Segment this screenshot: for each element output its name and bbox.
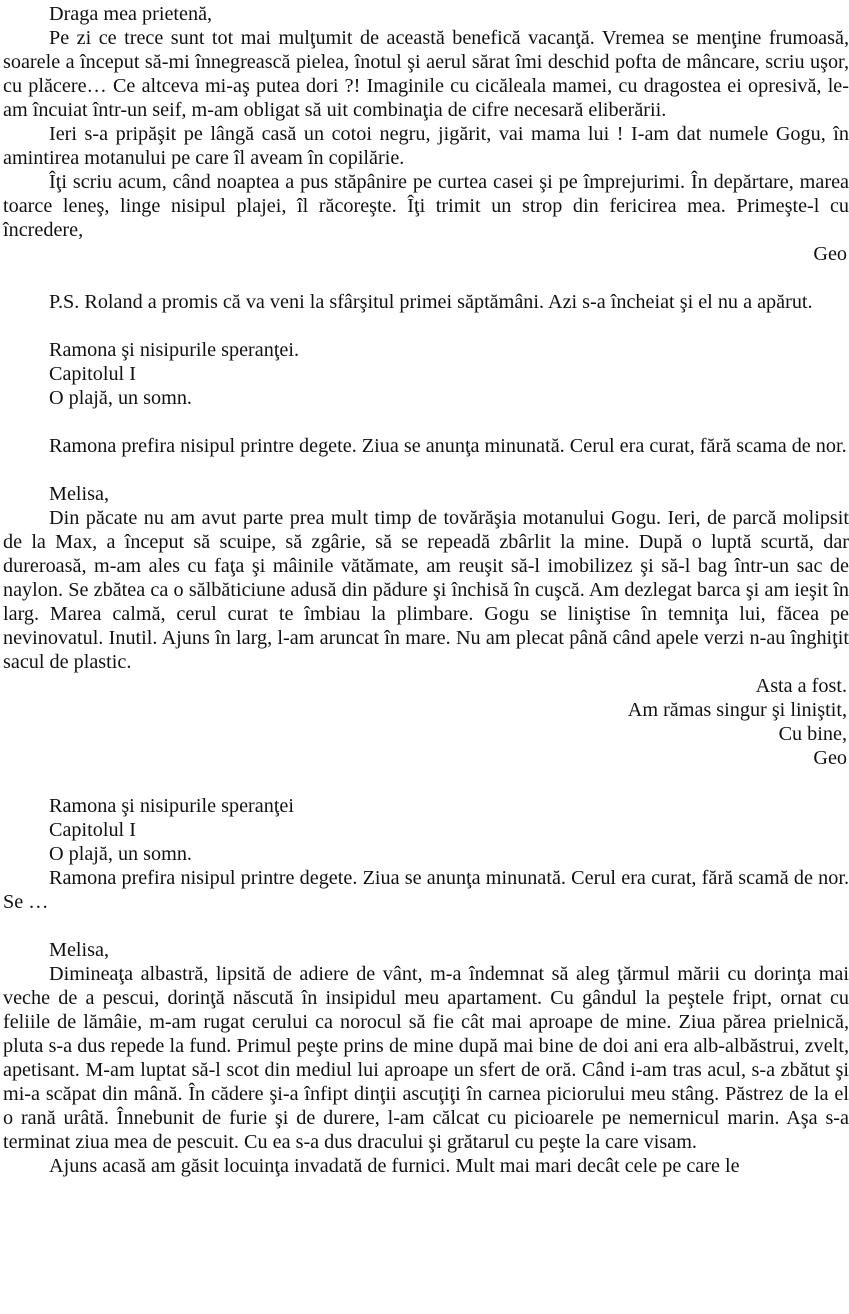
draft1-subtitle: O plajă, un somn. (49, 387, 192, 409)
spacer (3, 770, 849, 794)
letter1-paragraph-2: Ieri s-a pripăşit pe lângă casă un cotoi negru, jigărit, vai mama lui ! I-am dat numele Gogu, în amintirea motanului pe care îl aveam în copilărie. (3, 123, 849, 169)
draft1-text: Ramona prefira nisipul printre degete. Ziua se anunţa minunată. Cerul era curat, fără scama de nor. (49, 435, 847, 457)
letter2-closing-2: Am rămas singur şi liniştit, (627, 699, 847, 721)
letter2-salutation: Melisa, (49, 483, 109, 505)
spacer (3, 458, 849, 482)
spacer (3, 266, 849, 290)
letter1-paragraph-1: Pe zi ce trece sunt tot mai mulţumit de această benefică vacanţă. Vremea se menţine frumoasă, soarele a început să-mi înnegrească pielea, înotul şi aerul sărat îmi deschid pofta de mâncare, scriu uşor, cu plăcere… Ce altceva mi-aş putea dori ?! Imaginile cu cicăleala mamei, cu dragostea ei opresivă, le-am încuiat într-un seif, m-am obligat să uit combinaţia de cifre necesară eliberării. (3, 27, 849, 121)
letter2-signature: Geo (813, 747, 847, 769)
letter3-salutation: Melisa, (49, 939, 109, 961)
letter2-closing-1: Asta a fost. (755, 675, 847, 697)
letter2-closing-3: Cu bine, (778, 723, 847, 745)
spacer (3, 314, 849, 338)
draft1-chapter: Capitolul I (49, 363, 136, 385)
draft2-chapter: Capitolul I (49, 819, 136, 841)
letter1-postscript: P.S. Roland a promis că va veni la sfârşitul primei săptămâni. Azi s-a încheiat şi el nu a apărut. (49, 291, 813, 313)
draft2-title: Ramona şi nisipurile speranţei (49, 795, 295, 817)
letter1-salutation: Draga mea prietenă, (49, 3, 213, 25)
letter1-paragraph-3: Îţi scriu acum, când noaptea a pus stăpânire pe curtea casei şi pe împrejurimi. În depărtare, marea toarce leneş, linge nisipul plajei, îl răcoreşte. Îţi trimit un strop din fericirea mea. Primeşte-l cu încredere, (3, 171, 849, 241)
letter1-signature: Geo (813, 243, 847, 265)
draft2-subtitle: O plajă, un somn. (49, 843, 192, 865)
letter3-paragraph-1: Dimineaţa albastră, lipsită de adiere de vânt, m-a îndemnat să aleg ţărmul mării cu dorinţa mai veche de a pescui, dorinţă născută în insipidul meu apartament. Cu gândul la peştele fript, ornat cu feliile de lămâie, m-am rugat cerului ca norocul să fie cât mai aproape de mine. Ziua părea prielnică, pluta s-a dus repede la fund. Primul peşte prins de mine după mai bine de doi ani era alb-albăstrui, zvelt, apetisant. M-am luptat să-l scot din mediul lui aproape un sfert de oră. Când i-am tras acul, s-a zbătut şi mi-a scăpat din mână. În cădere şi-a înfipt dinţii ascuţiţi în carnea piciorului meu stâng. Păstrez de la el o rană urâtă. Înnebunit de furie şi de durere, l-am călcat cu picioarele pe nemernicul marin. Aşa s-a terminat ziua mea de pescuit. Cu ea s-a dus dracului şi grătarul cu peşte la care visam. (3, 963, 849, 1153)
spacer (3, 410, 849, 434)
letter2-body: Din păcate nu am avut parte prea mult timp de tovărăşia motanului Gogu. Ieri, de parcă molipsit de la Max, a început să scuipe, să zgârie, să se repeadă zbârlit la mine. După o luptă scurtă, dar dureroasă, m-am ales cu faţa şi mâinile vătămate, am reuşit să-l imobilizez şi să-l bag într-un sac de naylon. Se zbătea ca o sălbăticiune adusă din pădure şi închisă în cuşcă. Am dezlegat barca şi am ieşit în larg. Marea calmă, cerul curat te îmbiau la plimbare. Gogu se liniştise în temniţa lui, făcea pe nevinovatul. Inutil. Ajuns în larg, l-am aruncat în mare. Nu am plecat până când apele verzi n-au înghiţit sacul de plastic. (3, 507, 849, 673)
letter3-paragraph-2: Ajuns acasă am găsit locuinţa invadată de furnici. Mult mai mari decât cele pe care le (49, 1155, 740, 1177)
draft2-text: Ramona prefira nisipul printre degete. Ziua se anunţa minunată. Cerul era curat, fără scamă de nor. Se … (3, 867, 849, 913)
draft1-title: Ramona şi nisipurile speranţei. (49, 339, 300, 361)
spacer (3, 914, 849, 938)
